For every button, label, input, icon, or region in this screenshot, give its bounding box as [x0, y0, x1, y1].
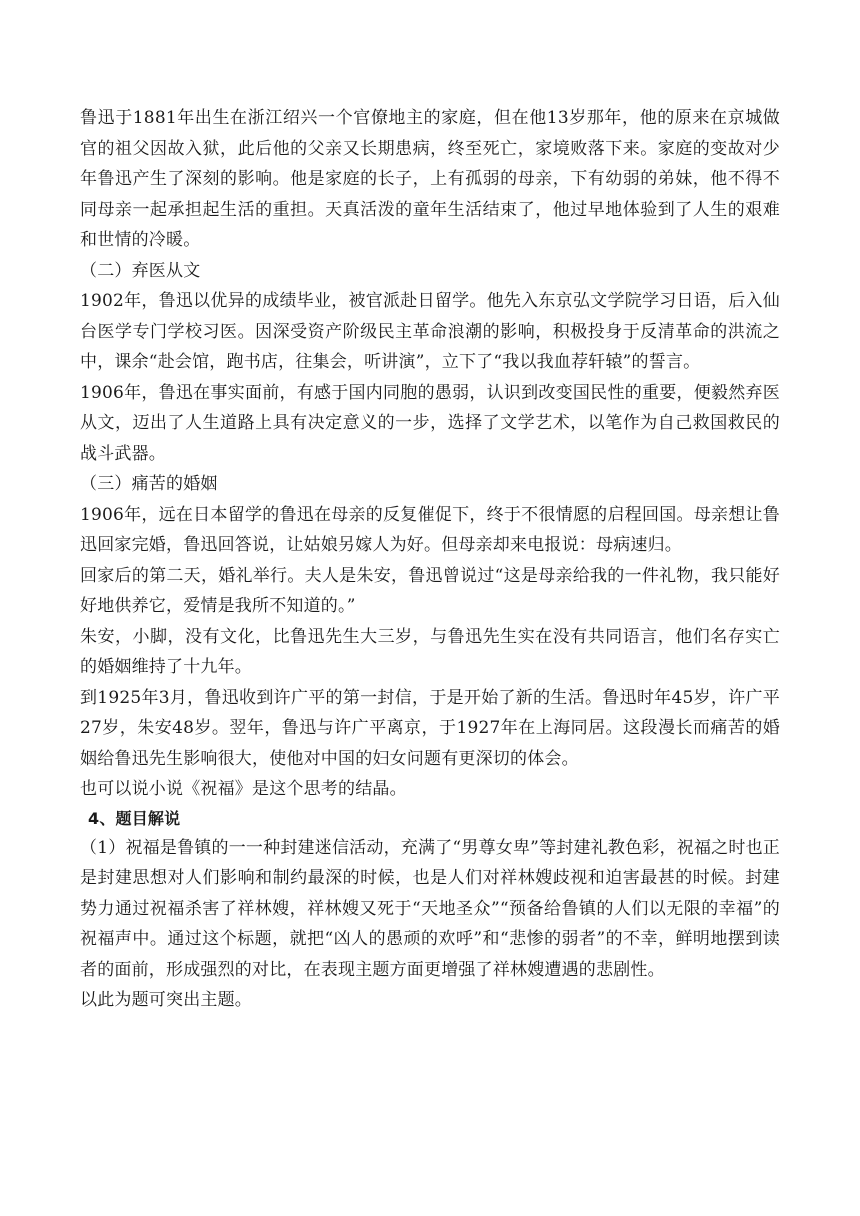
paragraph-1906-literature: 1906年，鲁迅在事实面前，有感于国内同胞的愚弱，认识到改变国民性的重要，便毅然弃医从文，迈出了人生道路上具有决定意义的一步，选择了文学艺术，以笔作为自己救国救民的战斗武器。	[80, 382, 780, 464]
document-body	[80, 103, 780, 1016]
paragraph-childhood: 鲁迅于1881年出生在浙江绍兴一个官僚地主的家庭，但在他13岁那年，他的原来在京城做官的祖父因故入狱，此后他的父亲又长期患病，终至死亡，家境败落下来。家庭的变故对少年鲁迅产生了深刻的影响。他是家庭的长子，上有孤弱的母亲，下有幼弱的弟妹，他不得不同母亲一起承担起生活的重担。天真活泼的童年生活结束了，他过早地体验到了人生的艰难和世情的冷暖。	[80, 108, 780, 250]
paragraph-theme: 以此为题可突出主题。	[80, 990, 252, 1010]
paragraph-zhufu-crystallization: 也可以说小说《祝福》是这个思考的结晶。	[80, 779, 407, 799]
paragraph-zhu-an: 朱安，小脚，没有文化，比鲁迅先生大三岁，与鲁迅先生实在没有共同语言，他们名存实亡的婚姻维持了十九年。	[80, 626, 780, 677]
paragraph-1925: 到1925年3月，鲁迅收到许广平的第一封信，于是开始了新的生活。鲁迅时年45岁，许广平27岁，朱安48岁。翌年，鲁迅与许广平离京，于1927年在上海同居。这段漫长而痛苦的婚姻给鲁迅先生影响很大，使他对中国的妇女问题有更深切的体会。	[80, 687, 780, 769]
paragraph-wedding: 回家后的第二天，婚礼举行。夫人是朱安，鲁迅曾说过“这是母亲给我的一件礼物，我只能好好地供养它，爱情是我所不知道的。”	[80, 565, 780, 616]
section-title-marriage: （三）痛苦的婚姻	[80, 474, 218, 494]
paragraph-title-meaning: （1）祝福是鲁镇的一一种封建迷信活动，充满了“男尊女卑”等封建礼教色彩，祝福之时也正是封建思想对人们影响和制约最深的时候，也是人们对祥林嫂歧视和迫害最甚的时候。封建势力通过祝福杀害了祥林嫂，祥林嫂又死于“天地圣众”“预备给鲁镇的人们以无限的幸福”的祝福声中。通过这个标题，就把“凶人的愚顽的欢呼”和“悲惨的弱者”的不幸，鲜明地摆到读者的面前，形成强烈的对比，在表现主题方面更增强了祥林嫂遭遇的悲剧性。	[80, 837, 780, 980]
paragraph-1902: 1902年，鲁迅以优异的成绩毕业，被官派赴日留学。他先入东京弘文学院学习日语，后入仙台医学专门学校习医。因深受资产阶级民主革命浪潮的影响，积极投身于反清革命的洪流之中，课余“赴会馆，跑书店，往集会，听讲演”，立下了“我以我血荐轩辕”的誓言。	[80, 291, 780, 372]
heading-title-explanation: 4、题目解说	[88, 808, 181, 828]
section-title-abandon-medicine: （二）弃医从文	[80, 260, 201, 281]
paragraph-1906-return: 1906年，远在日本留学的鲁迅在母亲的反复催促下，终于不很情愿的启程回国。母亲想让鲁迅回家完婚，鲁迅回答说，让姑娘另嫁人为好。但母亲却来电报说：母病速归。	[80, 504, 780, 555]
